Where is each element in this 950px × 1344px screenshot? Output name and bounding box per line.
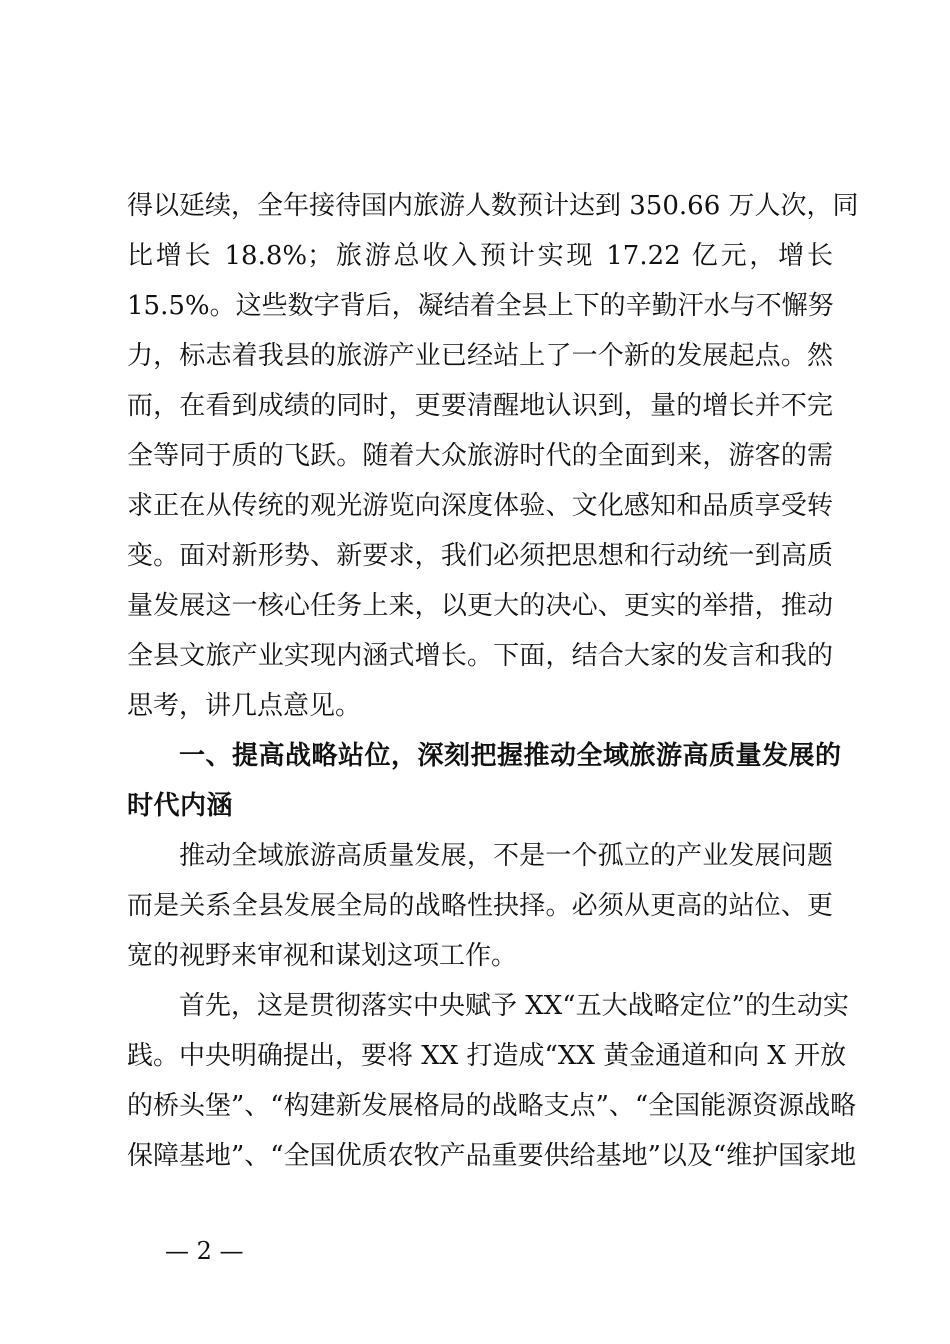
text-line: 得以延续，全年接待国内旅游人数预计达到 350.66 万人次，同 — [127, 191, 859, 221]
page-number: — 2 — — [165, 1237, 244, 1265]
text-line: 15.5%。这些数字背后，凝结着全县上下的辛勤汗水与不懈努 — [127, 291, 834, 321]
text-line: 首先，这是贯彻落实中央赋予 XX“五大战略定位”的生动实 — [179, 991, 849, 1021]
text-line: 践。中央明确提出，要将 XX 打造成“XX 黄金通道和向 X 开放 — [127, 1041, 847, 1071]
text-line: 求正在从传统的观光游览向深度体验、文化感知和品质享受转 — [127, 491, 833, 521]
document-body — [127, 181, 859, 1181]
text-line: 而，在看到成绩的同时，更要清醒地认识到，量的增长并不完 — [127, 391, 833, 421]
paragraph — [127, 981, 857, 1181]
heading-line: 时代内涵 — [127, 791, 234, 821]
section-heading — [127, 731, 842, 831]
text-line: 力，标志着我县的旅游产业已经站上了一个新的发展起点。然 — [127, 341, 833, 371]
paragraph — [127, 181, 859, 731]
text-line: 宽的视野来审视和谋划这项工作。 — [127, 941, 518, 971]
text-line: 变。面对新形势、新要求，我们必须把思想和行动统一到高质 — [127, 541, 833, 571]
text-line: 全县文旅产业实现内涵式增长。下面，结合大家的发言和我的 — [127, 641, 833, 671]
text-line: 而是关系全县发展全局的战略性抉择。必须从更高的站位、更 — [127, 891, 833, 921]
text-line: 保障基地”、“全国优质农牧产品重要供给基地”以及“维护国家地 — [127, 1141, 857, 1171]
text-line: 的桥头堡”、“构建新发展格局的战略支点”、“全国能源资源战略 — [127, 1091, 857, 1121]
heading-line: 一、提高战略站位，深刻把握推动全域旅游高质量发展的 — [179, 741, 842, 771]
text-line: 比增长 18.8%；旅游总收入预计实现 17.22 亿元，增长 — [127, 241, 833, 271]
text-line: 量发展这一核心任务上来，以更大的决心、更实的举措，推动 — [127, 591, 833, 621]
text-line: 思考，讲几点意见。 — [127, 691, 362, 721]
text-line: 推动全域旅游高质量发展，不是一个孤立的产业发展问题 — [179, 841, 833, 871]
paragraph — [127, 831, 833, 981]
text-line: 全等同于质的飞跃。随着大众旅游时代的全面到来，游客的需 — [127, 441, 833, 471]
